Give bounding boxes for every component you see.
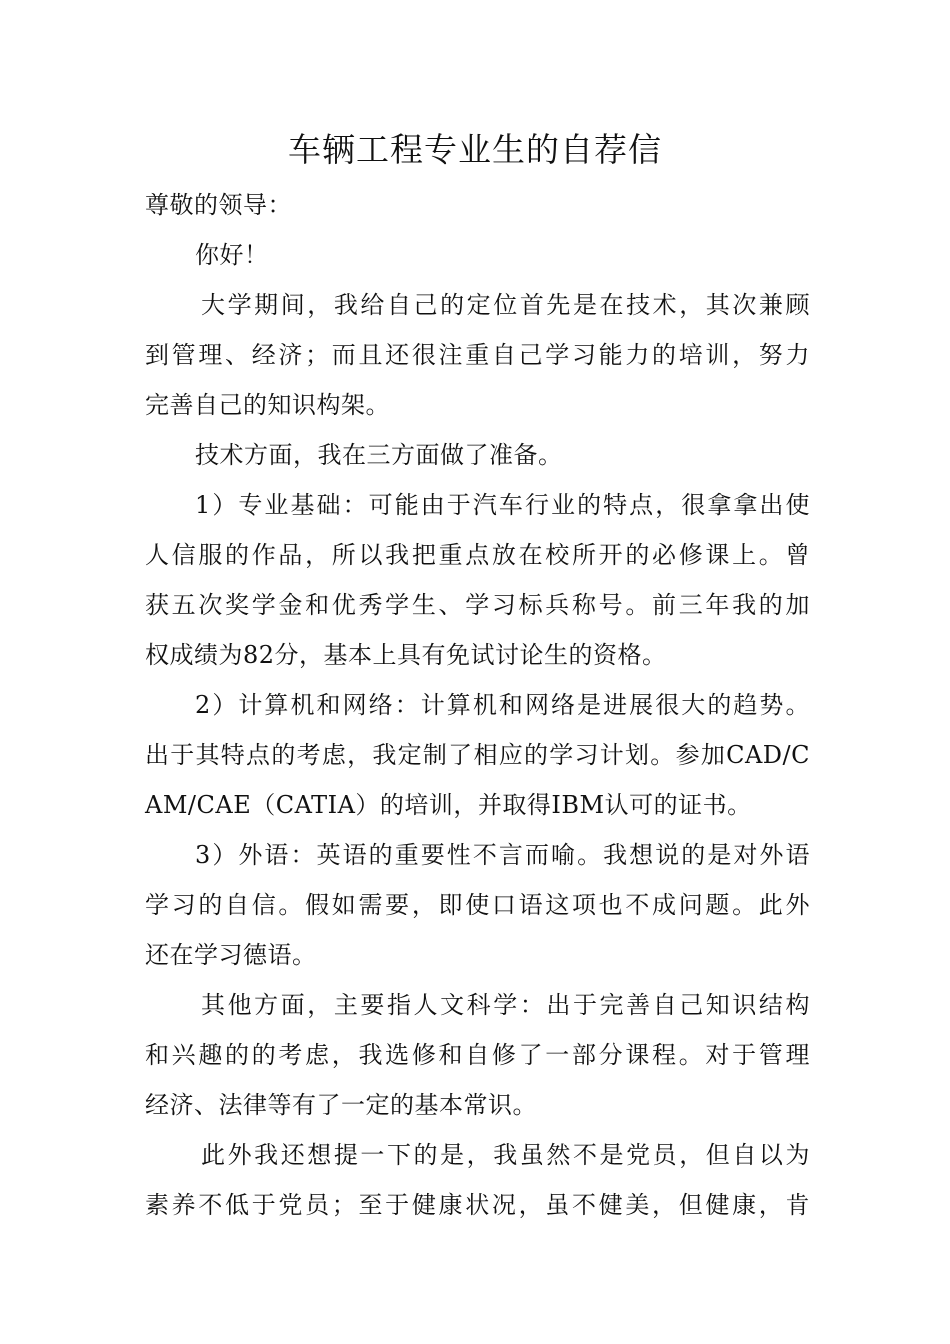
- paragraph-line: 技术方面，我在三方面做了准备。: [195, 441, 563, 469]
- paragraph-line: 其他方面，主要指人文科学：出于完善自己知识结构: [201, 991, 810, 1019]
- paragraph-line: 和兴趣的的考虑，我选修和自修了一部分课程。对于管理: [145, 1041, 810, 1069]
- paragraph-line: 到管理、经济；而且还很注重自己学习能力的培训，努力: [145, 341, 810, 369]
- paragraph-line: 2）计算机和网络：计算机和网络是进展很大的趋势。: [195, 691, 810, 719]
- paragraph-line: 还在学习德语。: [145, 941, 317, 969]
- paragraph-line: 学习的自信。假如需要，即使口语这项也不成问题。此外: [145, 891, 810, 919]
- paragraph-line: 1）专业基础：可能由于汽车行业的特点，很拿拿出使: [195, 491, 810, 519]
- paragraph-line: 获五次奖学金和优秀学生、学习标兵称号。前三年我的加: [145, 591, 810, 619]
- paragraph-line: 素养不低于党员；至于健康状况，虽不健美，但健康，肯: [145, 1191, 810, 1219]
- paragraph-line: 完善自己的知识构架。: [145, 391, 390, 419]
- letter-body: [145, 180, 810, 1230]
- greeting: 你好！: [195, 241, 269, 269]
- paragraph-line: 人信服的作品，所以我把重点放在校所开的必修课上。曾: [145, 541, 810, 569]
- paragraph-line: 3）外语：英语的重要性不言而喻。我想说的是对外语: [195, 841, 810, 869]
- paragraph-line: 出于其特点的考虑，我定制了相应的学习计划。参加CAD/C: [145, 741, 810, 769]
- paragraph-line: 经济、法律等有了一定的基本常识。: [145, 1091, 537, 1119]
- salutation: 尊敬的领导：: [145, 191, 292, 219]
- paragraph-line: 权成绩为82分，基本上具有免试讨论生的资格。: [145, 641, 667, 669]
- paragraph-line: 大学期间，我给自己的定位首先是在技术，其次兼顾: [201, 291, 810, 319]
- paragraph-line: 此外我还想提一下的是，我虽然不是党员，但自以为: [201, 1141, 810, 1169]
- paragraph-line: AM/CAE（CATIA）的培训，并取得IBM认可的证书。: [145, 791, 752, 819]
- document-title: 车辆工程专业生的自荐信: [288, 130, 662, 169]
